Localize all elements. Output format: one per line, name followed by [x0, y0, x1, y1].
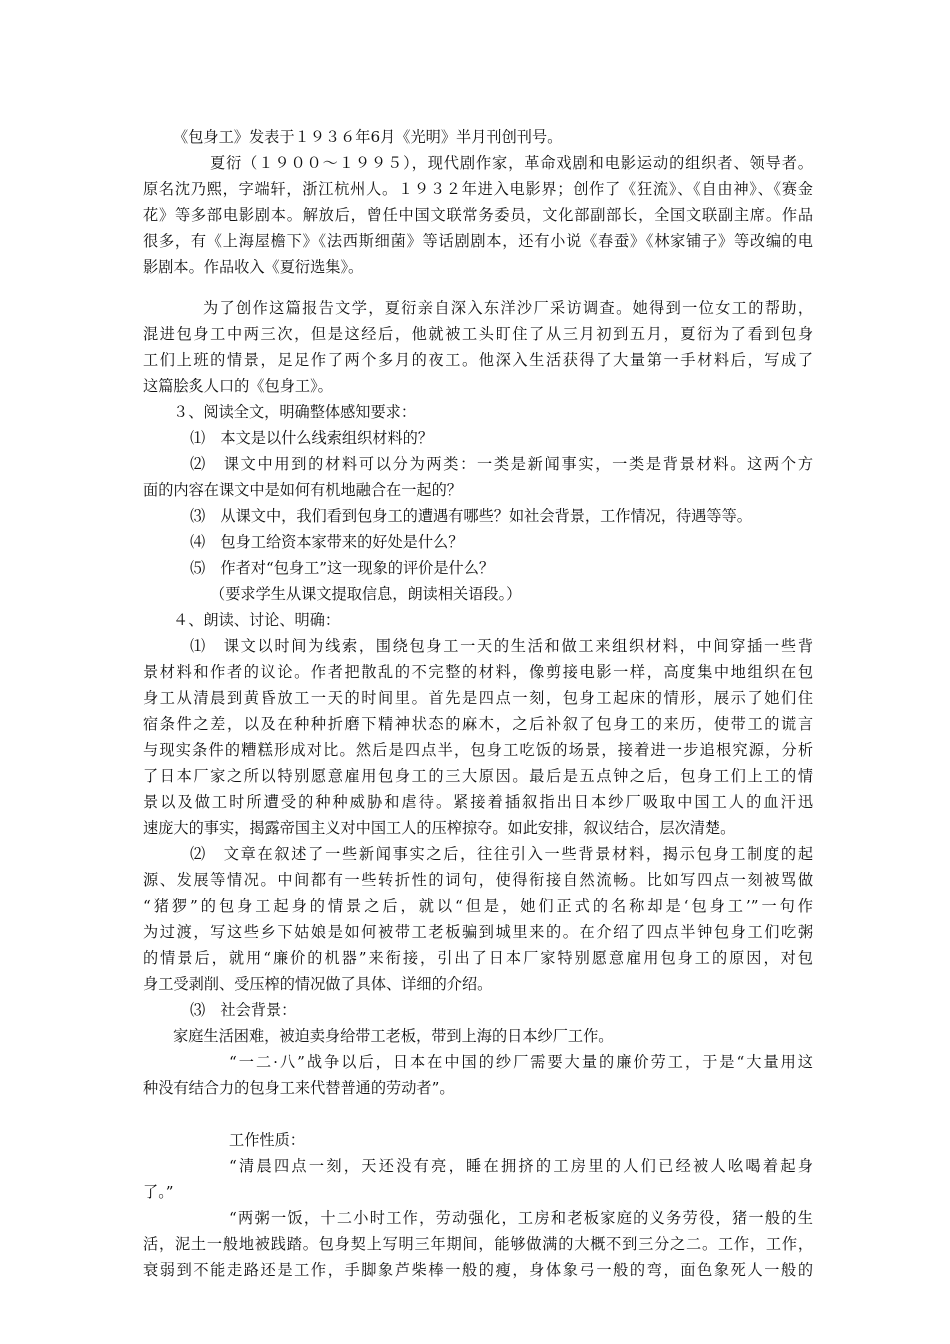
author-bio-line: 影剧本。作品收入《夏衍选集》。 [143, 258, 364, 276]
social-background-line: “一二·八”战争以后，日本在中国的纱厂需要大量的廉价劳工，于是“大量用这 [229, 1053, 813, 1071]
author-bio-line: 夏衍（１９００～１９９５），现代剧作家，革命戏剧和电影运动的组织者、领导者。 [210, 154, 813, 172]
work-quote-line: “清晨四点一刻，天还没有亮，睡在拥挤的工房里的人们已经被人吆喝着起身 [229, 1157, 813, 1175]
answer-2-line: 为过渡，写这些乡下姑娘是如何被带工老板骗到城里来的。在介绍了四点半钟包身工们吃粥 [143, 923, 813, 941]
answer-1-line: 身工从清晨到黄昏放工一天的时间里。首先是四点一刻，包身工起床的情形，展示了她们住 [143, 689, 813, 707]
answer-2-line: “猪猡”的包身工起身的情景之后，就以“但是，她们正式的名称却是‘包身工’”一句作 [143, 897, 813, 915]
work-quote-line: 衰弱到不能走路还是工作，手脚象芦柴棒一般的瘦，身体象弓一般的弯，面色象死人一般的 [143, 1261, 813, 1279]
work-quote-line: “两粥一饭，十二小时工作，劳动强化，工房和老板家庭的义务劳役，猪一般的生 [229, 1209, 813, 1227]
question-2: 面的内容在课文中是如何有机地融合在一起的？ [143, 481, 462, 499]
answer-1-line: 景材料和作者的议论。作者把散乱的不完整的材料，像剪接电影一样，高度集中地组织在包 [143, 663, 813, 681]
answer-1-line: 与现实条件的糟糕形成对比。然后是四点半，包身工吃饭的场景，接着进一步追根究源，分析 [143, 741, 813, 759]
creation-background-line: 这篇脍炙人口的《包身工》。 [143, 377, 333, 395]
author-bio-line: 很多，有《上海屋檐下》《法西斯细菌》等话剧剧本，还有小说《春蚕》《林家铺子》等改编的电 [143, 232, 813, 250]
answer-2-line: 的情景后，就用“廉价的机器”来衔接，引出了日本厂家特别愿意雇用包身工的原因，对包 [143, 949, 813, 967]
answer-2-line: ⑵ 文章在叙述了一些新闻事实之后，往往引入一些背景材料，揭示包身工制度的起 [190, 845, 813, 863]
question-1: ⑴ 本文是以什么线索组织材料的？ [190, 429, 433, 447]
creation-background-line: 工们上班的情景，足足作了两个多月的夜工。他深入生活获得了大量第一手材料后，写成了 [143, 351, 813, 369]
question-4: ⑷ 包身工给资本家带来的好处是什么？ [190, 533, 464, 551]
requirement-note: （要求学生从课文提取信息，朗读相关语段。） [210, 585, 522, 603]
question-3: ⑶ 从课文中，我们看到包身工的遭遇有哪些？如社会背景，工作情况，待遇等等。 [190, 507, 752, 525]
work-quote-line: 了。” [143, 1183, 174, 1201]
creation-background-line: 为了创作这篇报告文学，夏衍亲自深入东洋沙厂采访调查。她得到一位女工的帮助， [203, 299, 813, 317]
question-2: ⑵ 课文中用到的材料可以分为两类：一类是新闻事实，一类是背景材料。这两个方 [190, 455, 813, 473]
author-bio-line: 花》等多部电影剧本。解放后，曾任中国文联常务委员，文化部副部长，全国文联副主席。作品 [143, 206, 813, 224]
answer-1-line: 了日本厂家之所以特别愿意雇用包身工的三大原因。最后是五点钟之后，包身工们上工的情 [143, 767, 813, 785]
answer-2-line: 源、发展等情况。中间都有一些转折性的词句，使得衔接自然流畅。比如写四点一刻被骂做 [143, 871, 813, 889]
social-background-line: 家庭生活困难，被迫卖身给带工老板，带到上海的日本纱厂工作。 [173, 1027, 614, 1045]
answer-1-line: 景以及做工时所遭受的种种威胁和虐待。紧接着插叙指出日本纱厂吸取中国工人的血汗迅 [143, 793, 813, 811]
author-bio-line: 原名沈乃熙，字端轩，浙江杭州人。１９３２年进入电影界；创作了《狂流》、《自由神》、《赛金 [143, 180, 813, 198]
work-nature-heading: 工作性质： [229, 1131, 305, 1149]
answer-3-heading: ⑶ 社会背景： [190, 1001, 297, 1019]
answer-1-line: 宿条件之差，以及在种种折磨下精神状态的麻木，之后补叙了包身工的来历，使带工的谎言 [143, 715, 813, 733]
social-background-line: 种没有结合力的包身工来代替普通的劳动者”。 [143, 1079, 455, 1097]
creation-background-line: 混进包身工中两三次，但是这经后，他就被工头盯住了从三月初到五月，夏衍为了看到包身 [143, 325, 813, 343]
work-quote-line: 活，泥土一般地被践踏。包身契上写明三年期间，能够做满的大概不到三分之二。工作，工作， [143, 1235, 813, 1253]
intro-publication-line: 《包身工》发表于１９３６年6月《光明》半月刊创刊号。 [173, 128, 563, 146]
answer-1-line: 速庞大的事实，揭露帝国主义对中国工人的压榨掠夺。如此安排，叙议结合，层次清楚。 [143, 819, 736, 837]
answer-2-line: 身工受剥削、受压榨的情况做了具体、详细的介绍。 [143, 975, 493, 993]
question-5: ⑸ 作者对“包身工”这一现象的评价是什么？ [190, 559, 495, 577]
section-3-heading: ３、阅读全文，明确整体感知要求： [173, 403, 416, 421]
section-4-heading: ４、朗读、讨论、明确： [173, 611, 341, 629]
answer-1-line: ⑴ 课文以时间为线索，围绕包身工一天的生活和做工来组织材料，中间穿插一些背 [190, 637, 813, 655]
